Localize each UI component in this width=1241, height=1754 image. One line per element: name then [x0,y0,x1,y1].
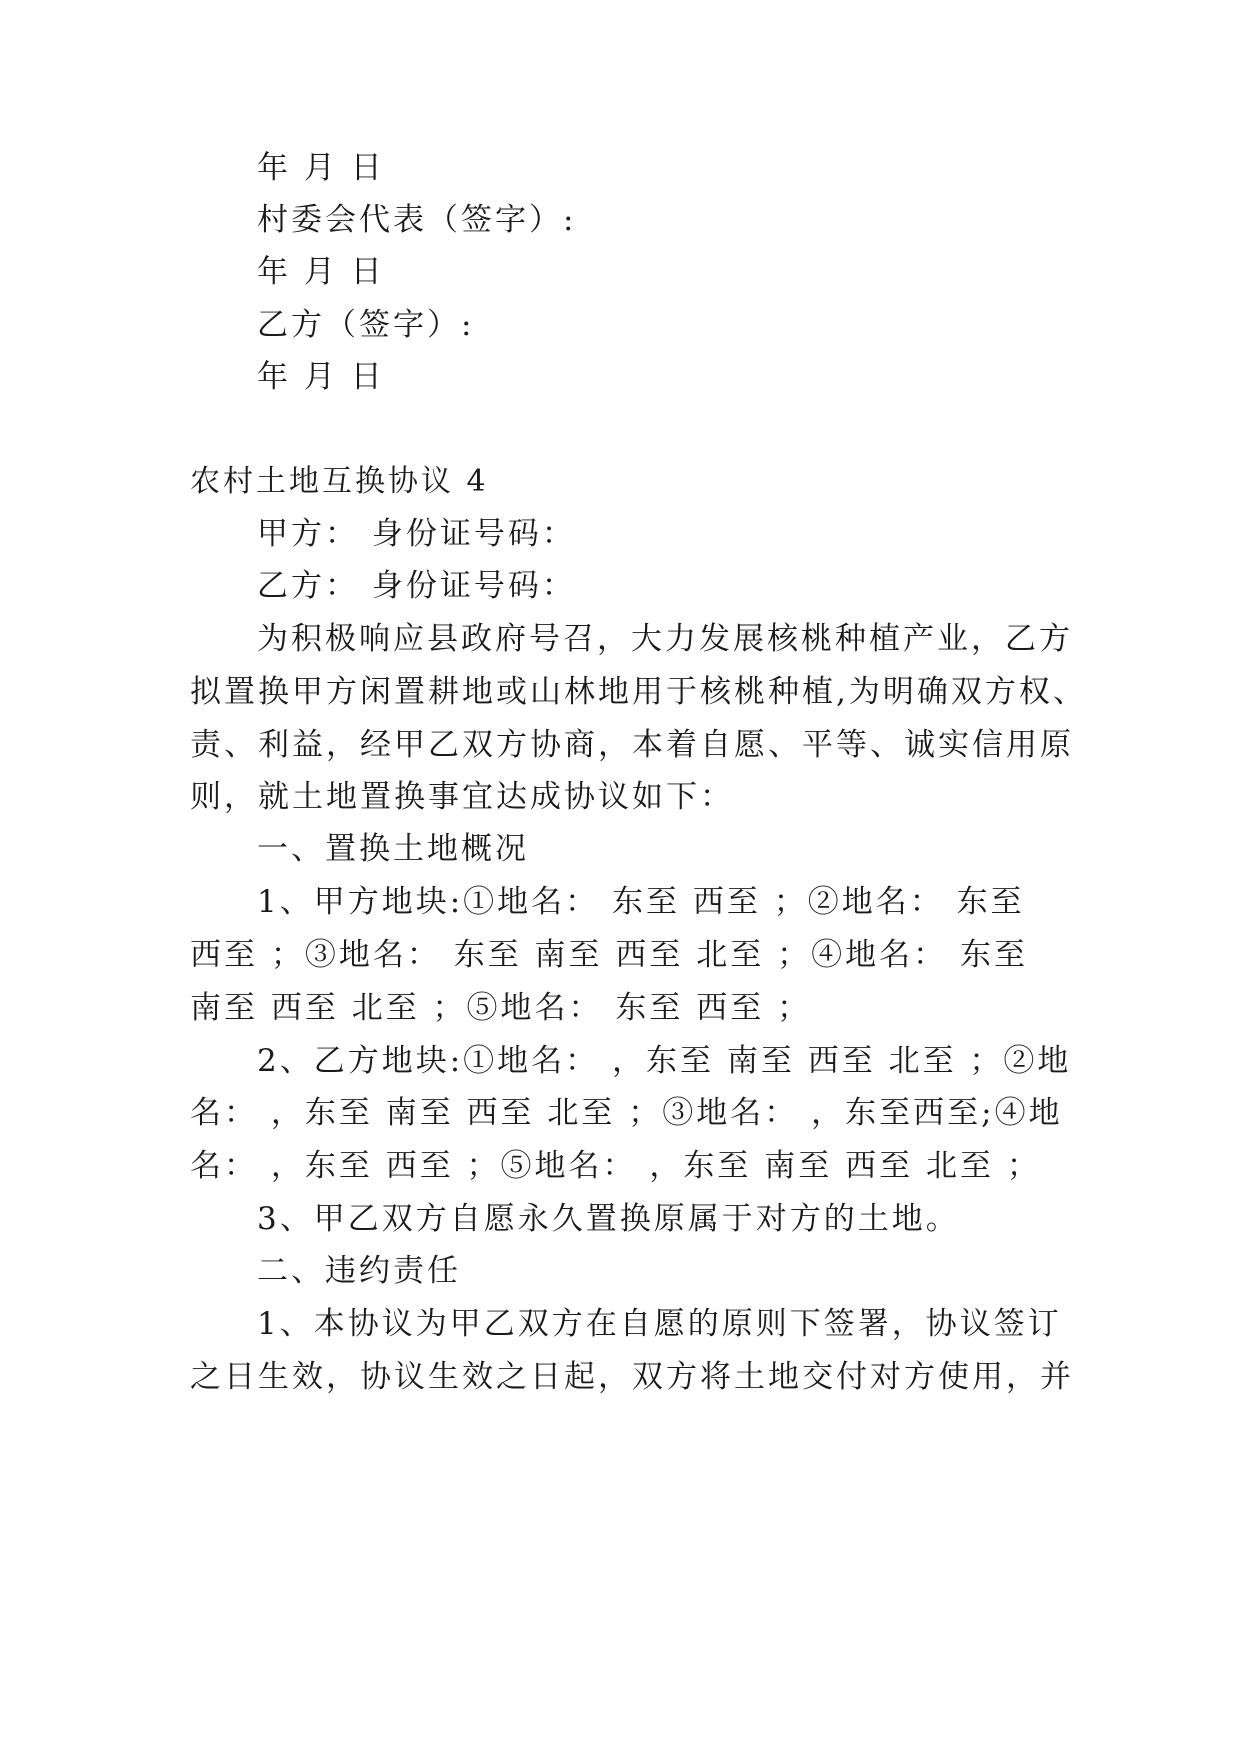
liability-line: 之日生效，协议生效之日起，双方将土地交付对方使用，并 [190,1359,1074,1395]
clause-2-line: 2、乙方地块:①地名： ，东至 南至 西至 北至 ；②地 [257,1043,1072,1079]
section-heading-land-overview: 一、置换土地概况 [257,831,529,867]
section-heading-liability: 二、违约责任 [257,1253,461,1289]
preamble-line: 则，就土地置换事宜达成协议如下： [190,779,734,815]
clause-3-line: 3、甲乙双方自愿永久置换原属于对方的土地。 [257,1201,960,1237]
clause-1-line: 南至 西至 北至 ；⑤地名： 东至 西至 ； [190,990,812,1026]
clause-2-line: 名： ，东至 南至 西至 北至 ；③地名： ，东至西至;④地 [190,1095,1063,1131]
village-committee-signature: 村委会代表（签字）: [257,202,577,238]
clause-1-line: 1、甲方地块:①地名： 东至 西至 ；②地名： 东至 [257,884,1025,920]
liability-line: 1、本协议为甲乙双方在自愿的原则下签署，协议签订 [257,1306,1062,1342]
preamble-line: 拟置换甲方闲置耕地或山林地用于核桃种植,为明确双方权、 [190,674,1087,710]
clause-2-line: 名： ，东至 西至 ；⑤地名： ，东至 南至 西至 北至 ； [190,1148,1041,1184]
signature-date-1: 年 月 日 [257,150,385,186]
agreement-title: 农村土地互换协议 4 [190,464,489,499]
signature-date-3: 年 月 日 [257,359,385,395]
party-b-signature: 乙方（签字）: [257,307,475,343]
party-b-line: 乙方： 身份证号码： [257,568,576,604]
preamble-line: 为积极响应县政府号召，大力发展核桃种植产业，乙方 [257,621,1073,657]
party-a-line: 甲方： 身份证号码： [257,516,576,552]
preamble-line: 责、利益，经甲乙双方协商，本着自愿、平等、诚实信用原 [190,727,1074,763]
signature-date-2: 年 月 日 [257,254,385,290]
clause-1-line: 西至 ；③地名： 东至 南至 西至 北至 ；④地名： 东至 [190,937,1028,973]
